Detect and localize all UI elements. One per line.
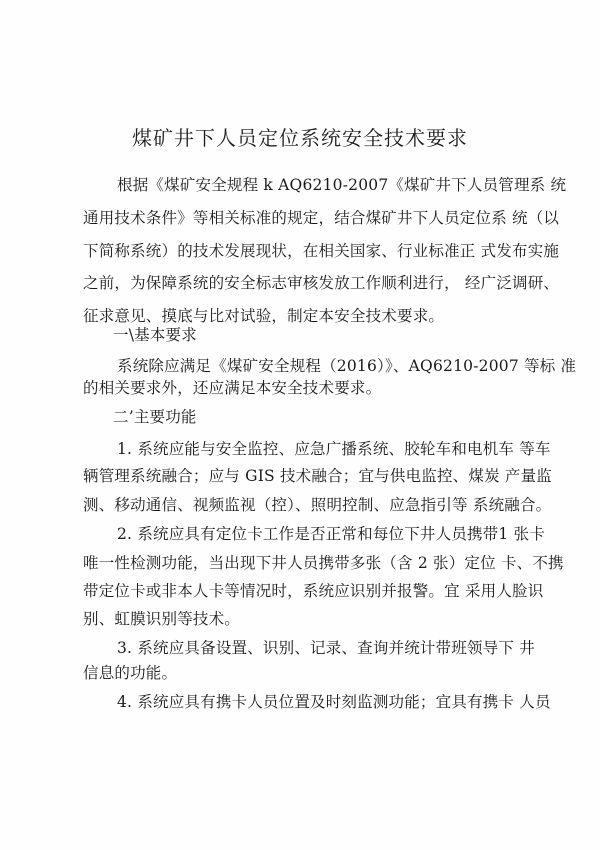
paragraph-line: 唯一性检测功能，当出现下井人员携带多张（含 2 张）定位 卡、不携 (83, 554, 564, 572)
section-heading: 一\基本要求 (113, 326, 197, 344)
paragraph-line: 征求意见、摸底与比对试验，制定本安全技术要求。 (83, 307, 445, 325)
document-title: 煤矿井下人员定位系统安全技术要求 (132, 126, 468, 150)
section-heading: 二’主要功能 (113, 408, 197, 426)
paragraph-line: 信息的功能。 (83, 664, 178, 682)
paragraph-line: 辆管理系统融合；应与 GIS 技术融合；宜与供电监控、煤炭 产量监 (83, 467, 553, 485)
paragraph-line: 通用技术条件》等相关标准的规定，结合煤矿井下人员定位系 统（以 (83, 209, 560, 227)
paragraph-line: 带定位卡或非本人卡等情况时，系统应识别并报警。宜 采用人脸识 (83, 582, 544, 600)
paragraph-line: 别、虹膜识别等技术。 (83, 610, 241, 628)
paragraph-line: 3. 系统应具备设置、识别、记录、查询并统计带班领导下 井 (117, 639, 535, 657)
paragraph-line: 根据《煤矿安全规程 k AQ6210-2007《煤矿井下人员管理系 统 (117, 176, 567, 194)
paragraph-line: 之前，为保障系统的安全标志审核发放工作顺利进行， 经广泛调研、 (83, 274, 560, 292)
paragraph-line: 4. 系统应具有携卡人员位置及时刻监测功能；宜具有携卡 人员 (117, 693, 551, 711)
paragraph-line: 系统除应满足《煤矿安全规程（2016）》、AQ6210-2007 等标 准 (117, 357, 577, 375)
paragraph-line: 2. 系统应具有定位卡工作是否正常和每位下井人员携带1 张卡 (117, 525, 546, 543)
paragraph-line: 测、移动通信、视频监视（控）、照明控制、应急指引等 系统融合。 (83, 496, 552, 514)
paragraph-line: 1. 系统应能与安全监控、应急广播系统、胶轮车和电机车 等车 (117, 440, 551, 458)
paragraph-line: 下简称系统）的技术发展现状，在相关国家、行业标准正 式发布实施 (83, 242, 560, 260)
paragraph-line: 的相关要求外，还应满足本安全技术要求。 (83, 379, 382, 397)
